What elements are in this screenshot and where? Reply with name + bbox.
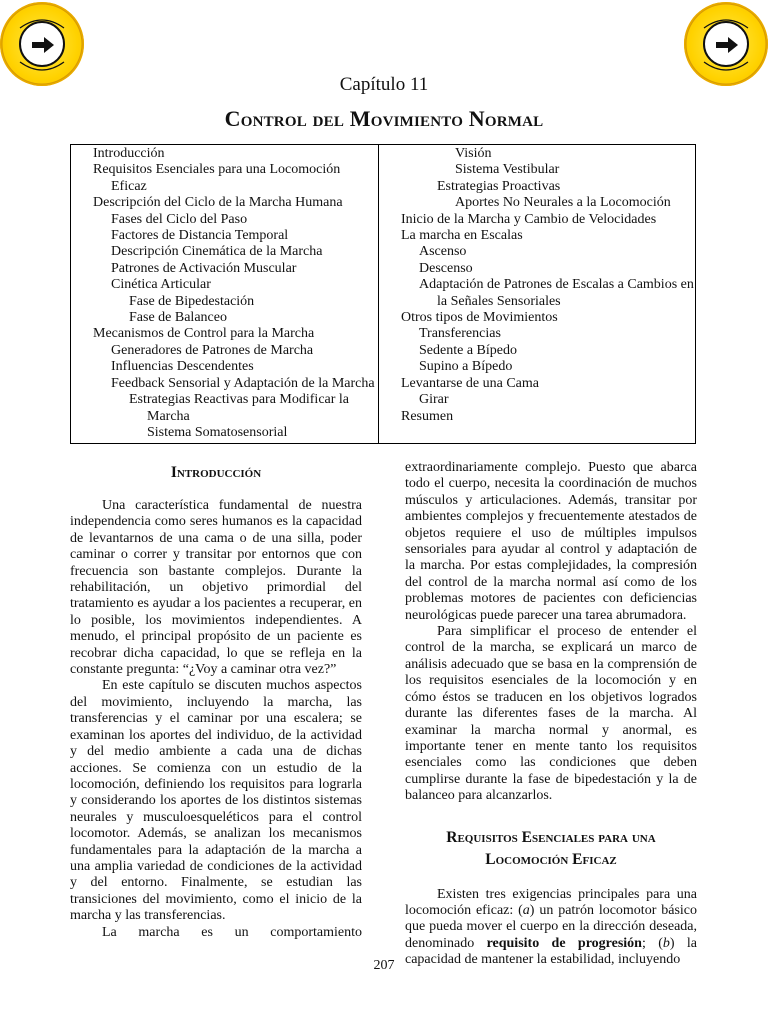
toc-item: Factores de Distancia Temporal <box>111 228 289 244</box>
section-heading-introduccion: Introducción <box>170 464 262 481</box>
page-number: 207 <box>373 958 395 973</box>
toc-item: Visión <box>455 146 492 161</box>
page-title: Control del Movimiento Normal <box>224 106 544 131</box>
toc-item: Eficaz <box>111 178 147 194</box>
term-bold: requisito de progresión <box>486 935 642 951</box>
table-of-contents <box>70 144 696 444</box>
toc-item: Influencias Descendentes <box>111 359 254 375</box>
toc-item: Fase de Balanceo <box>129 310 227 326</box>
paragraph: En este capítulo se discuten muchos aspectos del movimiento, incluyendo la marcha, las transferencias y el caminar por una escalera; se examinan los aportes del individuo, de la actividad y del medio ambiente a cada una de dichas acciones. Se comienza con un estudio de la locomoción, definiendo los requisitos para lograrla y considerando los aportes de los distintos sistemas neurales y musculoesqueléticos para el control locomotor. Además, se analizan los mecanismos fundamentales para la adaptación de la marcha a una amplia variedad de condiciones de la actividad y del entorno. Finalmente, se estudian las transiciones del movimiento, como el inicio de la marcha y las transferencias. <box>70 678 362 924</box>
chapter-label: Capítulo 11 <box>339 74 429 95</box>
toc-item: Estrategias Reactivas para Modificar la <box>129 392 350 408</box>
paragraph: Para simplificar el proceso de entender el control de la marcha, se explicará un marco de análisis adecuado que se basa en la comprensión de los requisitos esenciales de la locomoción y en cómo éstos se traducen en los objetivos logrados durante las diferentes fases de la marcha. Al examinar la marcha normal y anormal, es importante tener en mente tanto los requisitos esenciales como las condiciones que deben cumplirse durante la fase de bipedestación y la de balanceo para alcanzarlos. <box>405 624 697 804</box>
toc-item: Ascenso <box>419 244 467 260</box>
toc-item: Mecanismos de Control para la Marcha <box>93 326 315 342</box>
section-heading-requisitos <box>405 827 697 871</box>
toc-item: la Señales Sensoriales <box>437 293 561 309</box>
toc-item: Sistema Somatosensorial <box>147 424 288 440</box>
heading-line: Locomoción Eficaz <box>485 850 617 868</box>
heading-line: Requisitos Esenciales para una <box>446 828 656 846</box>
body-column-left <box>70 460 362 941</box>
toc-item: Otros tipos de Movimientos <box>401 310 558 326</box>
toc-item: Generadores de Patrones de Marcha <box>111 342 314 358</box>
toc-item: Estrategias Proactivas <box>437 178 561 194</box>
toc-item: Levantarse de una Cama <box>401 375 539 391</box>
toc-item: Cinética Articular <box>111 277 211 293</box>
paragraph: La marcha es un comportamiento <box>102 924 362 940</box>
toc-item: Aportes No Neurales a la Locomoción <box>455 195 671 211</box>
toc-item: Girar <box>419 392 449 408</box>
toc-item: Resumen <box>401 408 454 424</box>
paragraph: Existen tres exigencias principales para una locomoción eficaz: (a) un patrón locomotor básico que pueda mover el cuerpo en la dirección deseada, denominado requisito de progresión; (b) la capacidad de mantener la estabilidad, incluyendo <box>405 886 697 968</box>
toc-item: Patrones de Activación Muscular <box>111 260 297 276</box>
toc-item: Descripción del Ciclo de la Marcha Humana <box>93 195 343 211</box>
toc-item: Descripción Cinemática de la Marcha <box>111 244 323 260</box>
toc-item: Sistema Vestibular <box>455 162 560 178</box>
toc-item: Adaptación de Patrones de Escalas a Cambios en <box>419 277 694 293</box>
body-column-right <box>405 460 697 969</box>
toc-item: Fases del Ciclo del Paso <box>111 211 248 227</box>
toc-item: Feedback Sensorial y Adaptación de la Marcha <box>111 375 375 391</box>
toc-left-column <box>71 145 379 443</box>
toc-item: Supino a Bípedo <box>419 359 513 375</box>
toc-item: Descenso <box>419 260 473 276</box>
toc-item: La marcha en Escalas <box>401 228 523 244</box>
toc-item: Inicio de la Marcha y Cambio de Velocidades <box>401 211 657 227</box>
paragraph: extraordinariamente complejo. Puesto que abarca todo el cuerpo, necesita la coordinación de muchos músculos y articulaciones. Además, transitar por ambientes complejos y frecuentemente atestados de objetos requiere el uso de múltiples impulsos sensoriales para ayudar al control y adaptación de la marcha. Por estas complejidades, la compresión del control de la marcha normal así como de los problemas motores de pacientes con deficiencias neurológicas puede parecer una tarea abrumadora. <box>405 460 697 623</box>
toc-item: Sedente a Bípedo <box>419 342 517 358</box>
toc-item: Fase de Bipedestación <box>129 293 255 309</box>
toc-item: Transferencias <box>419 326 501 342</box>
toc-item: Requisitos Esenciales para una Locomoción <box>93 162 341 178</box>
toc-right-column <box>379 145 695 443</box>
paragraph: Una característica fundamental de nuestra independencia como seres humanos es la capacidad de levantarnos de una cama o de una silla, poder caminar o correr y transitar por entornos que con frecuencia son bastante complejos. Durante la rehabilitación, un objetivo primordial del tratamiento es ayudar a los pacientes a recuperar, en lo posible, los movimientos independientes. A menudo, el principal propósito de un paciente es recobrar dicha capacidad, lo que se refleja en la constante pregunta: “¿Voy a caminar otra vez?” <box>70 498 362 678</box>
toc-item: Introducción <box>93 146 165 161</box>
toc-item: Marcha <box>147 408 190 424</box>
